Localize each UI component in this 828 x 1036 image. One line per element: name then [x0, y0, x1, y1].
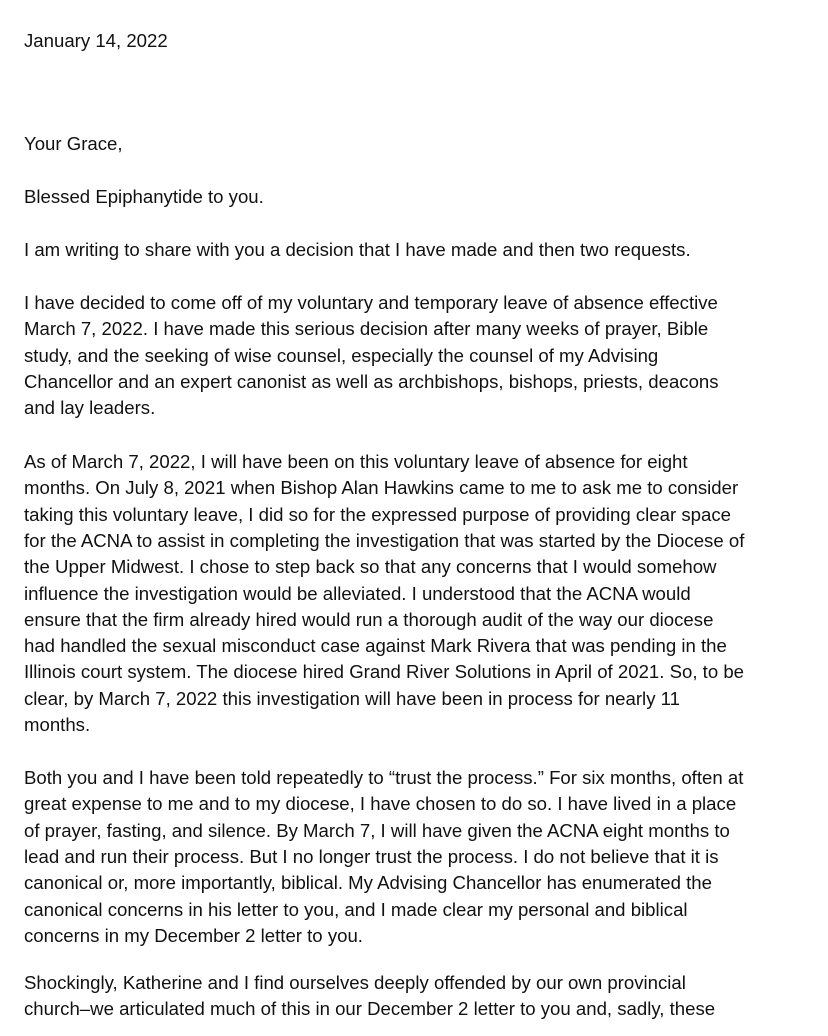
paragraph-line: ensure that the firm already hired would run a thorough audit of the way our diocese [24, 608, 714, 630]
letter-date: January 14, 2022 [24, 30, 168, 51]
paragraph-line: months. [24, 714, 91, 735]
paragraph-line: As of March 7, 2022, I will have been on this voluntary leave of absence for eight [24, 451, 688, 472]
paragraph-line: concerns in my December 2 letter to you. [24, 924, 363, 946]
paragraph-line: Illinois court system. The diocese hired Grand River Solutions in April of 2021. So, to be [24, 661, 745, 683]
paragraph-line: canonical concerns in his letter to you, and I made clear my personal and biblical [24, 898, 688, 920]
paragraph-line: study, and the seeking of wise counsel, especially the counsel of my Advising [24, 344, 659, 366]
paragraph-line: taking this voluntary leave, I did so for the expressed purpose of providing clear space [24, 503, 731, 525]
paragraph-line: had handled the sexual misconduct case against Mark Rivera that was pending in the [24, 635, 727, 657]
paragraph-line: of prayer, fasting, and silence. By March 7, I will have given the ACNA eight months to [24, 819, 730, 841]
paragraph-line: canonical or, more importantly, biblical. My Advising Chancellor has enumerated the [24, 872, 712, 894]
paragraph-line: Shockingly, Katherine and I find ourselves deeply offended by our own provincial [24, 972, 686, 993]
paragraph-line: influence the investigation would be alleviated. I understood that the ACNA would [24, 582, 691, 604]
paragraph-line: clear, by March 7, 2022 this investigation will have been in process for nearly 11 [24, 687, 680, 709]
letter-salutation: Your Grace, [24, 133, 123, 154]
paragraph-line: the Upper Midwest. I chose to step back so that any concerns that I would somehow [24, 556, 717, 578]
paragraph-line: Chancellor and an expert canonist as well as archbishops, bishops, priests, deacons [24, 370, 719, 392]
letter-intro: I am writing to share with you a decision that I have made and then two requests. [24, 239, 691, 260]
paragraph-line: lead and run their process. But I no longer trust the process. I do not believe that it is [24, 845, 719, 867]
paragraph-line: March 7, 2022. I have made this serious decision after many weeks of prayer, Bible [24, 318, 709, 340]
paragraph-line: for the ACNA to assist in completing the investigation that was started by the Diocese of [24, 529, 745, 551]
paragraph-line: I have decided to come off of my voluntary and temporary leave of absence effective [24, 292, 718, 313]
paragraph-line: church–we articulated much of this in our December 2 letter to you and, sadly, these [24, 998, 716, 1020]
paragraph-line: and lay leaders. [24, 397, 156, 419]
letter-greeting: Blessed Epiphanytide to you. [24, 186, 264, 207]
paragraph-line: months. On July 8, 2021 when Bishop Alan Hawkins came to me to ask me to consider [24, 477, 739, 499]
paragraph-line: great expense to me and to my diocese, I have chosen to do so. I have lived in a place [24, 793, 737, 815]
paragraph-line: Both you and I have been told repeatedly to “trust the process.” For six months, often at [24, 767, 744, 788]
